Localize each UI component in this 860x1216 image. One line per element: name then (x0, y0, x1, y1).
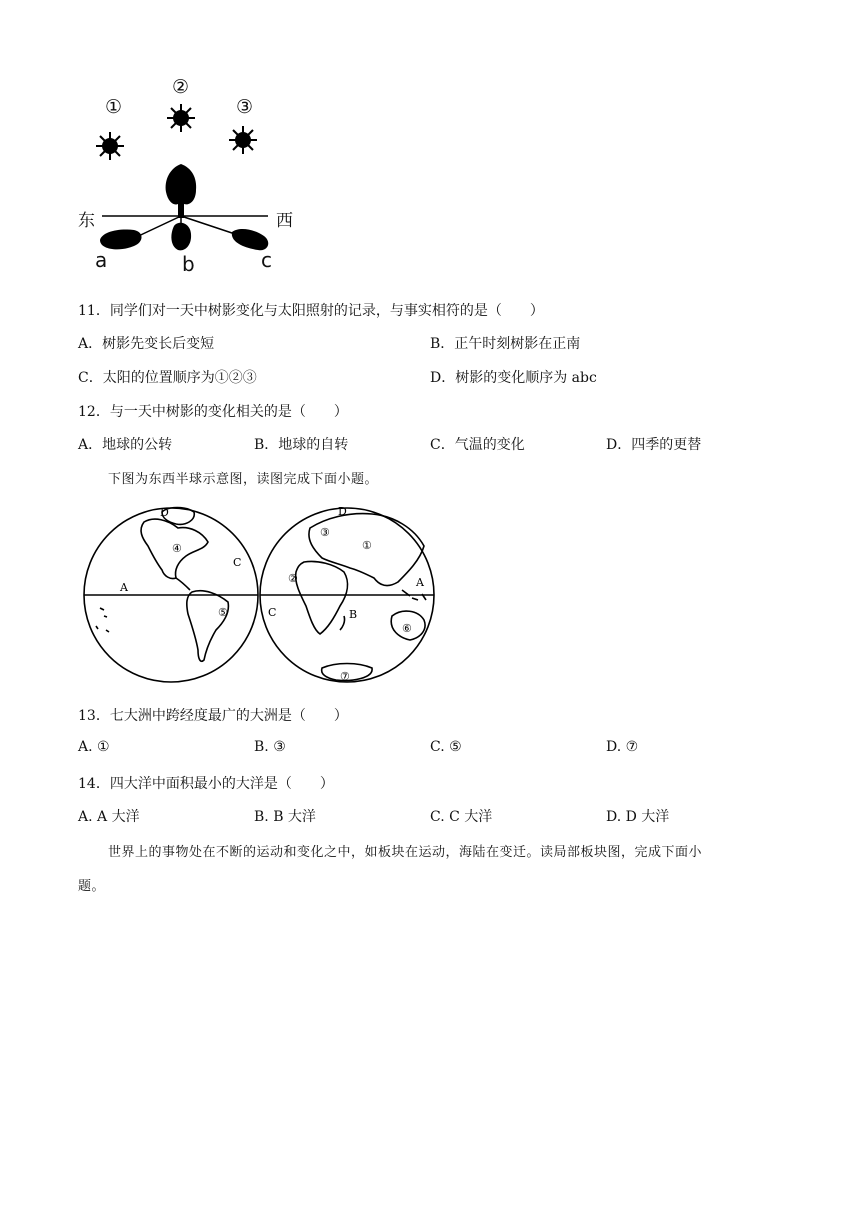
east-label-c: C (268, 606, 277, 619)
question-13-option-b: B. ③ (254, 739, 286, 755)
sun-marker-1: ① (105, 96, 123, 118)
east-label-continent-3: ③ (320, 526, 330, 539)
west-label: 西 (276, 211, 293, 231)
map-intro-text: 下图为东西半球示意图，读图完成下面小题。 (108, 472, 379, 487)
shadow-b-icon (171, 223, 191, 251)
shadow-a-icon (100, 229, 142, 249)
east-label-d: D (338, 505, 347, 518)
sun-icon-2 (167, 104, 195, 132)
question-14-option-d: D. D 大洋 (606, 809, 670, 825)
east-label-a: A (416, 576, 424, 589)
east-label: 东 (78, 211, 95, 231)
question-14-option-b: B. B 大洋 (254, 809, 316, 825)
eastern-hemisphere (260, 508, 434, 682)
question-14-option-c: C. C 大洋 (430, 809, 493, 825)
question-12-stem: 12．与一天中树影的变化相关的是（ ） (78, 404, 348, 420)
question-12-option-d: D．四季的更替 (606, 437, 702, 453)
question-14-option-a: A. A 大洋 (78, 809, 140, 825)
question-14-stem: 14．四大洋中面积最小的大洋是（ ） (78, 776, 334, 792)
question-12-option-a: A．地球的公转 (78, 437, 173, 453)
east-label-b: B (349, 608, 358, 621)
east-label-continent-7: ⑦ (340, 670, 350, 683)
west-label-continent-4: ④ (172, 542, 182, 555)
sun-marker-3: ③ (236, 96, 254, 118)
question-13-stem: 13．七大洲中跨经度最广的大洲是（ ） (78, 708, 348, 724)
sun-icon-1 (96, 132, 124, 160)
east-label-continent-2: ② (288, 572, 298, 585)
hemisphere-map (82, 498, 448, 694)
west-label-a: A (120, 581, 128, 594)
question-13-option-c: C. ⑤ (430, 739, 462, 755)
western-hemisphere (84, 508, 258, 683)
shadow-label-b: b (182, 252, 195, 276)
plates-intro-continuation: 题。 (78, 879, 106, 894)
sun-marker-2: ② (172, 76, 190, 98)
question-12-option-c: C．气温的变化 (430, 437, 525, 453)
question-12-option-b: B．地球的自转 (254, 437, 349, 453)
west-label-continent-5: ⑤ (218, 606, 228, 619)
sun-icon-3 (229, 126, 257, 154)
plates-intro-text: 世界上的事物处在不断的运动和变化之中，如板块在运动，海陆在变迁。读局部板块图，完成下面小 (108, 845, 703, 860)
west-label-c: C (233, 556, 242, 569)
question-13-option-d: D. ⑦ (606, 739, 639, 755)
question-11-option-d: D．树影的变化顺序为 abc (430, 370, 597, 386)
east-label-continent-6: ⑥ (402, 622, 412, 635)
east-label-continent-1: ① (362, 539, 372, 552)
tree-icon (166, 164, 197, 218)
shadow-label-c: c (261, 248, 272, 272)
shadow-label-a: a (95, 248, 108, 272)
question-13-option-a: A. ① (78, 739, 110, 755)
question-11-option-a: A．树影先变长后变短 (78, 336, 215, 352)
question-11-option-c: C．太阳的位置顺序为①②③ (78, 370, 257, 386)
question-11-option-b: B．正午时刻树影在正南 (430, 336, 581, 352)
west-label-d: D (160, 506, 169, 519)
question-11-stem: 11．同学们对一天中树影变化与太阳照射的记录，与事实相符的是（ ） (78, 303, 544, 319)
sun-shadow-diagram (60, 100, 320, 270)
